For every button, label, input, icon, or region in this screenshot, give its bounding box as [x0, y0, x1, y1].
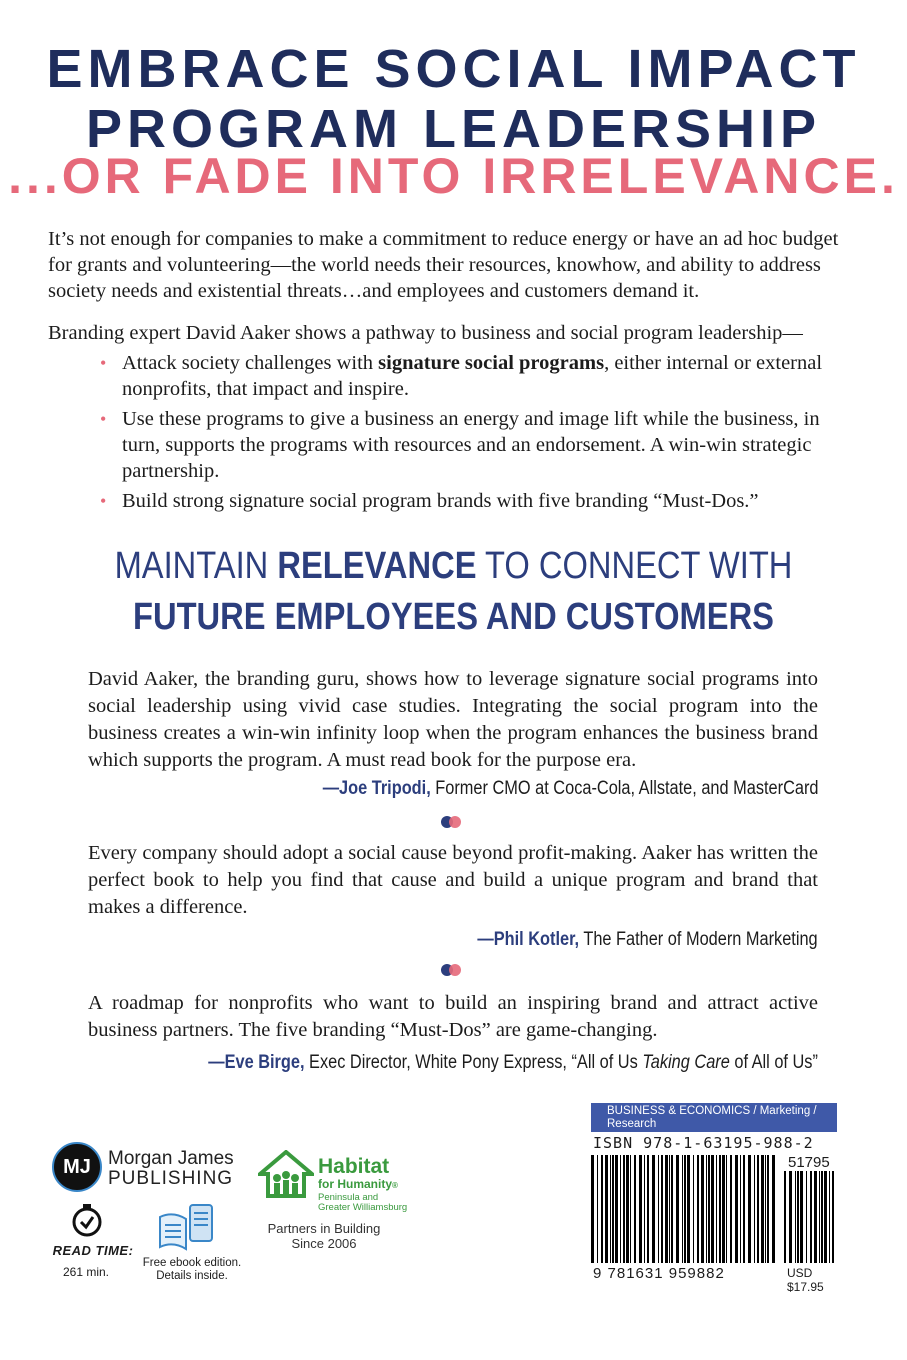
- barcode-bar: [630, 1155, 631, 1263]
- endorsement-quote: Every company should adopt a social cause beyond profit-making. Aaker has written the perfect book to help you find that cause and build a unique program and brand that makes a difference.: [88, 842, 818, 918]
- barcode-bar: [821, 1171, 823, 1263]
- barcode-bar: [711, 1155, 714, 1263]
- publisher-name: Morgan James PUBLISHING: [108, 1148, 234, 1189]
- barcode-bar: [706, 1155, 707, 1263]
- barcode-addon-number: 51795: [788, 1154, 830, 1171]
- barcode-bar: [814, 1171, 817, 1263]
- barcode-bar: [684, 1155, 686, 1263]
- barcode-bar: [735, 1155, 738, 1263]
- barcode-bar: [605, 1155, 608, 1263]
- barcode-bar: [591, 1155, 594, 1263]
- barcode-bar: [772, 1155, 775, 1263]
- barcode-bar: [797, 1171, 799, 1263]
- subhead-line-1: MAINTAIN RELEVANCE TO CONNECT WITH: [114, 545, 793, 587]
- barcode-bar: [601, 1155, 603, 1263]
- barcode-bar: [748, 1155, 751, 1263]
- divider-dots-icon: [441, 964, 465, 976]
- barcode-bar: [661, 1155, 663, 1263]
- barcode-number: 9 781631 959882: [593, 1265, 725, 1282]
- barcode-bar: [610, 1155, 611, 1263]
- barcode-bar: [832, 1171, 834, 1263]
- bullet-dot: •: [100, 491, 107, 511]
- bullet-item: • Attack society challenges with signature social programs, either internal or external nonprofits, that impact and inspire.: [100, 352, 823, 400]
- endorsement-attribution: —Joe Tripodi, Former CMO at Coca-Cola, Allstate, and MasterCard: [322, 778, 818, 799]
- endorsement-quote: A roadmap for nonprofits who want to build an inspiring brand and attract active business partners. The five branding “Must-Dos” are game-changing.: [88, 992, 818, 1041]
- barcode-bar: [716, 1155, 717, 1263]
- barcode-bar: [687, 1155, 690, 1263]
- bullet-list: [100, 350, 860, 518]
- barcode-bar: [623, 1155, 625, 1263]
- barcode-bar: [789, 1171, 792, 1263]
- habitat-name: Habitat for Humanity® Peninsula and Greater Williamsburg: [318, 1155, 408, 1213]
- barcode-bar: [634, 1155, 636, 1263]
- barcode-bar: [784, 1171, 786, 1263]
- barcode-bar: [701, 1155, 704, 1263]
- barcode-bar: [730, 1155, 732, 1263]
- endorsement-quote: David Aaker, the branding guru, shows how to leverage signature social programs into social leadership using vivid case studies. Integrating the social program into the business creates a win-win infinity loop when the program enhances the business brand which supports the program. A must read book for the purpose era.: [88, 668, 818, 771]
- barcode-bar: [682, 1155, 683, 1263]
- barcode-bar: [806, 1171, 807, 1263]
- barcode-bar: [671, 1155, 673, 1263]
- barcode-bar: [824, 1171, 827, 1263]
- barcode-bar: [639, 1155, 642, 1263]
- barcode-bar: [765, 1155, 766, 1263]
- subhead-line-2: FUTURE EMPLOYEES AND CUSTOMERS: [133, 596, 774, 638]
- headline-line-3: ...OR FADE INTO IRRELEVANCE.: [8, 148, 899, 204]
- barcode-bar: [697, 1155, 699, 1263]
- barcode-bar: [644, 1155, 645, 1263]
- barcode-bar: [676, 1155, 679, 1263]
- barcode-bar: [647, 1155, 649, 1263]
- barcode-bar: [740, 1155, 741, 1263]
- intro-paragraph-2: Branding expert David Aaker shows a pathway to business and social program leadership—: [48, 322, 803, 344]
- barcode-bar: [597, 1155, 598, 1263]
- bullet-item: • Build strong signature social program brands with five branding “Must-Dos.”: [100, 490, 759, 512]
- intro-paragraph-1: It’s not enough for companies to make a commitment to reduce energy or have an ad hoc budget for grants and volunteering—the world needs their resources, knowhow, and ability to address society needs and existential threats…and employees and customers demand it.: [48, 228, 839, 302]
- barcode-ean13: [591, 1155, 776, 1263]
- barcode-bar: [693, 1155, 694, 1263]
- isbn-text: ISBN 978-1-63195-988-2: [593, 1134, 814, 1152]
- barcode-bar: [810, 1171, 812, 1263]
- barcode-bar: [708, 1155, 710, 1263]
- barcode-bar: [754, 1155, 755, 1263]
- barcode-bar: [795, 1171, 796, 1263]
- ebook-icon: [156, 1203, 218, 1253]
- read-time-label: READ TIME:: [52, 1243, 134, 1258]
- barcode-bar: [620, 1155, 621, 1263]
- barcode-bar: [665, 1155, 668, 1263]
- habitat-tagline: Partners in Building Since 2006: [267, 1221, 381, 1251]
- barcode-bar: [743, 1155, 745, 1263]
- bullet-dot: •: [100, 409, 107, 429]
- barcode-addon: [784, 1171, 836, 1263]
- read-time-value: 261 min.: [62, 1265, 110, 1279]
- barcode-bar: [658, 1155, 659, 1263]
- barcode-bar: [652, 1155, 655, 1263]
- bullet-dot: •: [100, 353, 107, 373]
- headline-line-2: PROGRAM LEADERSHIP: [85, 99, 822, 159]
- barcode-bar: [626, 1155, 629, 1263]
- headline-line-1: EMBRACE SOCIAL IMPACT: [46, 39, 861, 99]
- barcode-bar: [757, 1155, 759, 1263]
- barcode-panel: [591, 1103, 837, 1294]
- morgan-james-logo-icon: MJ: [52, 1142, 102, 1192]
- barcode-bar: [761, 1155, 764, 1263]
- barcode-bar: [800, 1171, 803, 1263]
- barcode-bar: [829, 1171, 830, 1263]
- barcode-bar: [819, 1171, 820, 1263]
- barcode-bar: [719, 1155, 721, 1263]
- bisac-category: BUSINESS & ECONOMICS / Marketing / Research: [591, 1103, 837, 1132]
- endorsement-attribution: —Eve Birge, Exec Director, White Pony Express, “All of Us Taking Care of All of Us”: [208, 1052, 818, 1073]
- stopwatch-icon: [69, 1202, 105, 1238]
- divider-dots-icon: [441, 816, 465, 828]
- barcode-bar: [767, 1155, 769, 1263]
- ebook-note: Free ebook edition. Details inside.: [142, 1257, 242, 1282]
- endorsement-attribution: —Phil Kotler, The Father of Modern Marketing: [477, 929, 818, 950]
- barcode-bar: [726, 1155, 727, 1263]
- barcode-bar: [612, 1155, 614, 1263]
- barcode-bar: [615, 1155, 618, 1263]
- barcode-bar: [722, 1155, 725, 1263]
- price: USD $17.95: [787, 1266, 824, 1294]
- bullet-item: • Use these programs to give a business an energy and image lift while the business, in turn, supports the programs with resources and an endorsement. A win-win strategic partnership.: [100, 408, 820, 482]
- habitat-house-icon: [258, 1150, 314, 1198]
- barcode-bar: [669, 1155, 670, 1263]
